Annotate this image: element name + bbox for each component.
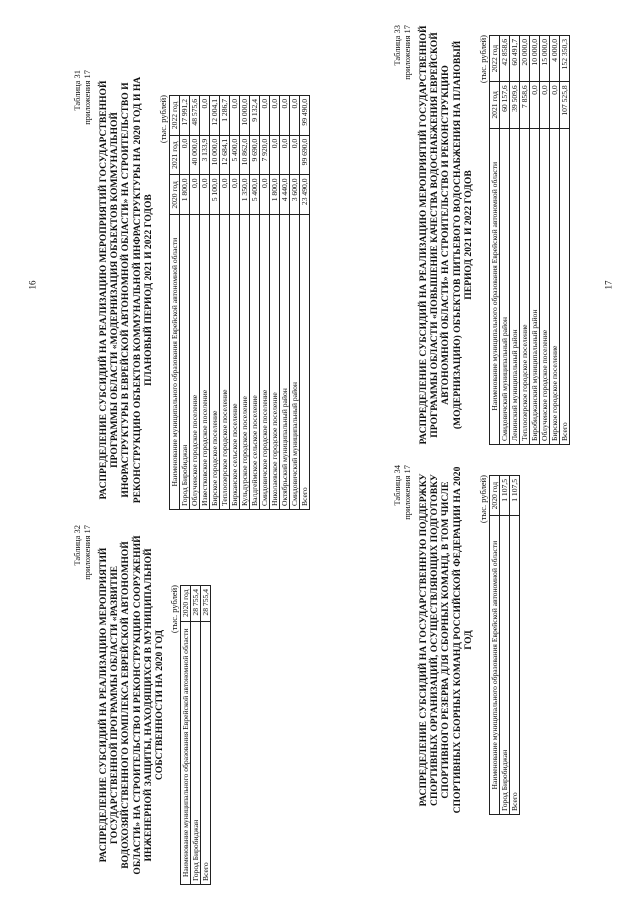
row-name-cell: Всего — [560, 128, 570, 444]
value-cell: 0,0 — [260, 175, 270, 215]
value-cell: 28 755,4 — [191, 586, 201, 622]
table-title: РАСПРЕДЕЛЕНИЕ СУБСИДИЙ НА РЕАЛИЗАЦИЮ МЕРОПРИЯТИЙ ГОСУДАРСТВЕННОЙ ПРОГРАММЫ ОБЛАСТИ «ПОВЫШЕНИЕ КАЧЕСТВА ВОДОСНАБЖЕНИЯ ЕВРЕЙСКОЙ АВТОНОМНОЙ ОБЛАСТИ» НА СТРОИТЕЛЬСТВО И РЕКОНСТРУКЦИЮ (МОДЕРНИЗАЦИЮ) ОБЪЕКТОВ ПИТЬЕВОГО ВОДОСНАБЖЕНИЯ НА ПЛАНОВЫЙ ПЕРИОД 2021 И 2022 ГОДОВ — [418, 25, 474, 445]
row-name-cell: Всего — [201, 621, 211, 884]
table-row — [220, 96, 230, 510]
column-header-name: Наименование муниципального образования Еврейской автономной области — [170, 215, 180, 510]
table-row — [520, 36, 530, 445]
value-cell: 0,0 — [550, 82, 560, 128]
value-cell: 0,0 — [280, 135, 290, 175]
unit-label: (тыс. рублей) — [158, 95, 169, 144]
table-34 — [489, 475, 520, 815]
row-name-cell: Смидовичский муниципальный район — [500, 128, 510, 444]
row-name-cell: Город Биробиджан — [500, 516, 510, 815]
table-row — [240, 96, 250, 510]
table-row — [560, 36, 570, 445]
row-name-cell: Облученское городское поселение — [540, 128, 550, 444]
value-cell: 20 000,0 — [520, 36, 530, 82]
row-name-cell: Бирское городское поселение — [210, 215, 220, 510]
row-name-cell: Валдгеймское сельское поселение — [250, 215, 260, 510]
row-name-cell: Теплоозерское городское поселение — [520, 128, 530, 444]
value-cell: 4 440,0 — [280, 175, 290, 215]
column-header-year: 2020 год — [181, 586, 191, 622]
value-cell: 0,0 — [290, 96, 300, 136]
value-cell: 12 004,1 — [210, 96, 220, 136]
header-row — [490, 36, 500, 445]
table-row — [530, 36, 540, 445]
value-cell: 15 000,0 — [540, 36, 550, 82]
value-cell: 10 000,0 — [530, 36, 540, 82]
table-32 — [180, 585, 211, 885]
row-name-cell: Смидовичский муниципальный район — [290, 215, 300, 510]
column-header-year: 2022 год — [490, 36, 500, 82]
value-cell: 0,0 — [530, 82, 540, 128]
table-appendix: приложения 17 — [82, 525, 92, 580]
value-cell: 40 000,0 — [190, 135, 200, 175]
value-cell: 3 600,0 — [290, 175, 300, 215]
row-name-cell: Город Биробиджан — [191, 621, 201, 884]
value-cell: 48 575,6 — [190, 96, 200, 136]
column-header-name: Наименование муниципального образования Еврейской автономной области — [490, 516, 500, 815]
table-row — [550, 36, 560, 445]
unit-label: (тыс. рублей) — [478, 475, 489, 524]
table-title: РАСПРЕДЕЛЕНИЕ СУБСИДИЙ НА РЕАЛИЗАЦИЮ МЕРОПРИЯТИЙ ГОСУДАРСТВЕННОЙ ПРОГРАММЫ ОБЛАСТИ «МОДЕРНИЗАЦИЯ ОБЪЕКТОВ КОММУНАЛЬНОЙ ИНФРАСТРУКТУРЫ В ЕВРЕЙСКОЙ АВТОНОМНОЙ ОБЛАСТИ» НА СТРОИТЕЛЬСТВО И РЕКОНСТРУКЦИЮ ОБЪЕКТОВ КОММУНАЛЬНОЙ ИНФРАСТРУКТУРЫ НА 2020 ГОД И НА ПЛАНОВЫЙ ПЕРИОД 2021 И 2022 ГОДОВ — [98, 76, 154, 504]
value-cell: 1 800,0 — [270, 175, 280, 215]
value-cell: 0,0 — [230, 96, 240, 136]
column-header-name: Наименование муниципального образования Еврейской автономной области — [490, 128, 500, 444]
value-cell: 23 490,0 — [300, 175, 310, 215]
value-cell: 0,0 — [230, 175, 240, 215]
value-cell: 3 133,9 — [200, 135, 210, 175]
column-header-year: 2021 год — [170, 135, 180, 175]
unit-label: (тыс. рублей) — [478, 35, 489, 84]
row-name-cell: Всего — [510, 516, 520, 815]
column-header-year: 2022 год — [170, 96, 180, 136]
table-row — [230, 96, 240, 510]
value-cell: 0,0 — [270, 135, 280, 175]
page-16 — [60, 0, 380, 905]
table-row — [500, 476, 510, 815]
value-cell: 152 350,3 — [560, 36, 570, 82]
table-row — [200, 96, 210, 510]
row-name-cell: Город Биробиджан — [180, 215, 190, 510]
value-cell: 1 286,7 — [220, 96, 230, 136]
column-header-year: 2021 год — [490, 82, 500, 128]
table-33 — [489, 35, 570, 445]
row-name-cell: Облученское городское поселение — [190, 215, 200, 510]
table-row — [280, 96, 290, 510]
header-row — [490, 476, 500, 815]
value-cell: 39 509,6 — [510, 82, 520, 128]
table-row — [191, 586, 201, 885]
value-cell: 0,0 — [270, 96, 280, 136]
value-cell: 99 490,0 — [300, 96, 310, 136]
value-cell: 10 000,0 — [240, 96, 250, 136]
table-appendix: приложения 17 — [82, 70, 92, 125]
value-cell: 107 525,8 — [560, 82, 570, 128]
table-row — [201, 586, 211, 885]
value-cell: 17 991,2 — [180, 96, 190, 136]
table-31 — [169, 95, 310, 510]
table-34-block — [392, 465, 520, 815]
table-row — [190, 96, 200, 510]
row-name-cell: Кульдурское городское поселение — [240, 215, 250, 510]
value-cell: 1 107,5 — [500, 476, 510, 516]
value-cell: 9 132,4 — [250, 96, 260, 136]
value-cell: 42 858,6 — [500, 36, 510, 82]
value-cell: 5 400,0 — [250, 175, 260, 215]
table-appendix: приложения 17 — [402, 25, 412, 80]
value-cell: 10 000,0 — [210, 135, 220, 175]
table-number: Таблица 31 — [72, 70, 82, 111]
value-cell: 0,0 — [200, 96, 210, 136]
table-row — [260, 96, 270, 510]
table-row — [540, 36, 550, 445]
table-number: Таблица 33 — [392, 25, 402, 66]
table-row — [210, 96, 220, 510]
value-cell: 12 684,1 — [220, 135, 230, 175]
header-row — [181, 586, 191, 885]
value-cell: 60 491,7 — [510, 36, 520, 82]
table-row — [250, 96, 260, 510]
value-cell: 5 400,0 — [230, 135, 240, 175]
value-cell: 28 755,4 — [201, 586, 211, 622]
row-name-cell: Николаевское городское поселение — [270, 215, 280, 510]
table-row — [300, 96, 310, 510]
value-cell: 0,0 — [220, 175, 230, 215]
value-cell: 9 690,0 — [250, 135, 260, 175]
column-header-year: 2020 год — [170, 175, 180, 215]
table-row — [510, 36, 520, 445]
value-cell: 0,0 — [290, 135, 300, 175]
column-header-name: Наименование муниципального образования Еврейской автономной области — [181, 621, 191, 884]
table-row — [510, 476, 520, 815]
table-appendix: приложения 17 — [402, 465, 412, 520]
table-33-block — [392, 25, 570, 445]
row-name-cell: Ленинский муниципальный район — [510, 128, 520, 444]
value-cell: 0,0 — [260, 96, 270, 136]
row-name-cell: Известковское городское поселение — [200, 215, 210, 510]
table-32-block — [72, 525, 211, 885]
table-row — [270, 96, 280, 510]
row-name-cell: Октябрьский муниципальный район — [280, 215, 290, 510]
value-cell: 5 100,0 — [210, 175, 220, 215]
table-title: РАСПРЕДЕЛЕНИЕ СУБСИДИЙ НА РЕАЛИЗАЦИЮ МЕРОПРИЯТИЙ ГОСУДАРСТВЕННОЙ ПРОГРАММЫ ОБЛАСТИ «РАЗВИТИЕ ВОДОХОЗЯЙСТВЕННОГО КОМПЛЕКСА ЕВРЕЙСКОЙ АВТОНОМНОЙ ОБЛАСТИ» НА СТРОИТЕЛЬСТВО И РЕКОНСТРУКЦИЮ СООРУЖЕНИЙ ИНЖЕНЕРНОЙ ЗАЩИТЫ, НАХОДЯЩИХСЯ В МУНИЦИПАЛЬНОЙ СОБСТВЕННОСТИ НА 2020 ГОД — [98, 535, 166, 875]
row-name-cell: Всего — [300, 215, 310, 510]
row-name-cell: Биробиджанский муниципальный район — [530, 128, 540, 444]
table-number: Таблица 34 — [392, 465, 402, 506]
header-row — [170, 96, 180, 510]
page-number-left: 16 — [27, 280, 38, 290]
value-cell: 0,0 — [180, 135, 190, 175]
value-cell: 7 858,6 — [520, 82, 530, 128]
value-cell: 10 862,0 — [240, 135, 250, 175]
unit-label: (тыс. рублей) — [169, 585, 180, 634]
value-cell: 99 690,0 — [300, 135, 310, 175]
table-title: РАСПРЕДЕЛЕНИЕ СУБСИДИЙ НА ГОСУДАРСТВЕННУЮ ПОДДЕРЖКУ СПОРТИВНЫХ ОРГАНИЗАЦИЙ, ОСУЩЕСТВЛЯЮЩИХ ПОДГОТОВКУ СПОРТИВНОГО РЕЗЕРВА ДЛЯ СБОРНЫХ КОМАНД, В ТОМ ЧИСЛЕ СПОРТИВНЫХ СБОРНЫХ КОМАНД РОССИЙСКОЙ ФЕДЕРАЦИИ НА 2020 ГОД — [418, 466, 474, 814]
value-cell: 0,0 — [280, 96, 290, 136]
row-name-cell: Бирканское сельское поселение — [230, 215, 240, 510]
value-cell: 1 350,0 — [240, 175, 250, 215]
value-cell: 0,0 — [200, 175, 210, 215]
row-name-cell: Бирское городское поселение — [550, 128, 560, 444]
table-31-block — [72, 70, 310, 510]
value-cell: 4 000,0 — [550, 36, 560, 82]
value-cell: 0,0 — [190, 175, 200, 215]
value-cell: 7 920,0 — [260, 135, 270, 175]
page-number-right: 17 — [603, 280, 614, 290]
value-cell: 1 800,0 — [180, 175, 190, 215]
value-cell: 1 107,5 — [510, 476, 520, 516]
row-name-cell: Смидовичское городское поселение — [260, 215, 270, 510]
page-17 — [380, 0, 640, 905]
value-cell: 0,0 — [540, 82, 550, 128]
column-header-year: 2020 год — [490, 476, 500, 516]
row-name-cell: Теплоозерское городское поселение — [220, 215, 230, 510]
table-number: Таблица 32 — [72, 525, 82, 566]
value-cell: 60 157,6 — [500, 82, 510, 128]
table-row — [180, 96, 190, 510]
table-row — [290, 96, 300, 510]
table-row — [500, 36, 510, 445]
